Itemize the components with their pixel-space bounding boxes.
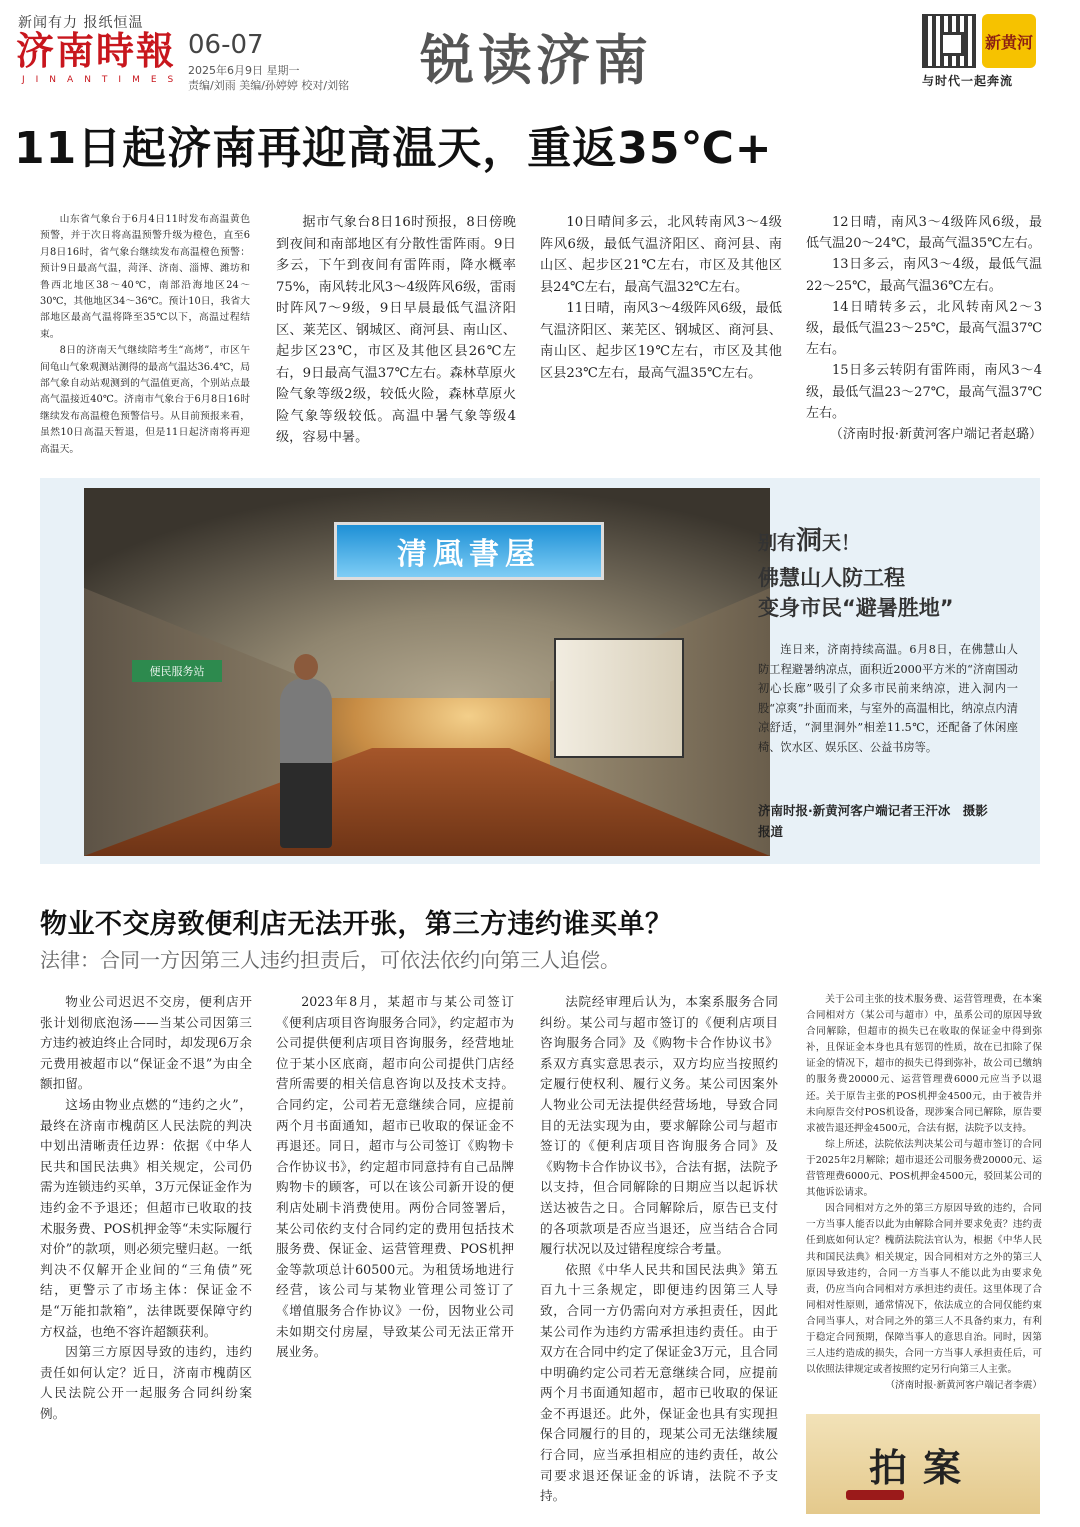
story2-paragraph: 因第三方原因导致的违约，违约责任如何认定？近日，济南市槐荫区人民法院公开一起服务合同纠纷案例。 (40, 1344, 252, 1421)
qr-code-icon (922, 14, 976, 68)
story2-paragraph: 物业公司迟迟不交房，便利店开张计划彻底泡汤——当某公司因第三方违约被迫终止合同时，却发现6万余元费用被超市以“保证金不退”为由全额扣留。 (40, 994, 252, 1092)
gavel-icon (846, 1490, 904, 1500)
case-column-stamp (806, 1414, 1040, 1514)
slogan: 新闻有力 报纸恒温 (18, 15, 144, 31)
story2-paragraph: 综上所述，法院依法判决某公司与超市签订的合同于2025年2月解除；超市退还公司服务费20000元、运营管理费6000元、POS机押金4500元，驳回某公司的其他诉讼请求。 (806, 1138, 1042, 1199)
story1-paragraph: 12日晴，南风3～4级阵风6级，最低气温20～24℃，最高气温35℃左右。 (806, 215, 1042, 252)
story2-paragraph: 关于公司主张的技术服务费、运营管理费，在本案合同相对方（某公司与超市）中，虽系公司的原因导致合同解除，但超市的损失已在收取的保证金中得到弥补，且保证金本身也具有惩罚的性质，故在已扣除了保证金的情况下，超市的损失已得到弥补，故公司已缴纳的服务费20000元、运营管理费6000元应当予以退还。关于原告主张的POS机押金4500元，由于被告并未向原告交付POS机设备，现涉案合同已解除，原告要求被告退还押金4500元，合法有据，法院予以支持。 (806, 994, 1042, 1134)
story1-column-4 (806, 212, 1042, 445)
issue-date: 2025年6月9日 星期一 (188, 64, 300, 77)
photo-title-line2: 佛慧山人防工程 (758, 566, 905, 590)
story2-subhead: 法律：合同一方因第三人违约担责后，可依法依约向第三人追偿。 (40, 948, 620, 972)
title-fragment: 天！ (822, 532, 861, 554)
story2-column-3 (540, 992, 778, 1507)
photo-caption-body (758, 640, 1018, 757)
story2-headline: 物业不交房致便利店无法开张，第三方违约谁买单？ (40, 909, 673, 940)
editors-line: 责编/刘雨 美编/孙婷婷 校对/刘铭 (188, 79, 350, 92)
story1-headline: 11日起济南再迎高温天，重返35℃+ (14, 123, 773, 174)
story1-paragraph: 15日多云转阴有雷阵雨，南风3～4级，最低气温23～27℃，最高气温37℃左右。 (806, 363, 1042, 421)
photo-byline: 济南时报·新黄河客户端记者王汗冰 摄影报道 (758, 803, 988, 839)
story1-paragraph: 据市气象台8日16时预报，8日傍晚到夜间和南部地区有分散性雷阵雨。9日多云，下午到夜间有雷阵雨，降水概率75%，南风转北风3～4级阵风6级，雷雨时阵风7～9级，9日早晨最低气温济阳区、莱芜区、钢城区、商河县、南山区、起步区23℃，市区及其他区县26℃左右，9日最高气温37℃左右。森林草原火险气象等级2级，较低火险，森林草原火险气象等级较低。高温中暑气象等级4级，容易中暑。 (276, 215, 516, 445)
app-logo: 新黄河 (982, 14, 1036, 68)
story1-column-3 (540, 212, 782, 384)
story2-column-2 (276, 992, 514, 1363)
page-number: 06-07 (188, 30, 264, 60)
story2-paragraph: 法院经审理后认为，本案系服务合同纠纷。某公司与超市签订的《便利店项目咨询服务合同》及《购物卡合作协议书》系双方真实意思表示，双方均应当按照约定履行使权利、履行义务。某公司因案外人物业公司无法提供经营场地，导致合同目的无法实现为由，要求解除公司与超市签订的《便利店项目咨询服务合同》及《购物卡合作协议书》，合法有据，法院予以支持，但合同解除的日期应当以起诉状送达被告之日。合同解除后，原告已支付的各项款项是否应当退还，应当结合合同履行状况以及过错程度综合考量。 (540, 994, 778, 1257)
story1-byline: （济南时报·新黄河客户端记者赵璐） (829, 427, 1042, 443)
newspaper-logo: 济南時報 (16, 28, 177, 73)
story1-paragraph: 13日多云，南风3～4级，最低气温22～25℃，最高气温36℃左右。 (806, 257, 1042, 294)
story2-paragraph: 因合同相对方之外的第三方原因导致的违约，合同一方当事人能否以此为由解除合同并要求免责？违约责任到底如何认定？槐荫法院法官认为，根据《中华人民共和国民法典》相关规定，因合同相对方之外的第三人原因导致违约，合同一方当事人不能以此为由要求免责，仍应当向合同相对方承担违约责任。这里体现了合同相对性原则，通常情况下，依法成立的合同仅能约束合同当事人，对合同之外的第三人不具备约束力，有利于稳定合同预期，保障当事人的意思自治。同时，因第三人违约造成的损失，合同一方当事人承担责任后，可以依照法律规定或者按照约定另行向第三人主张。 (806, 1203, 1042, 1376)
story2-byline: （济南时报·新黄河客户端记者李震） (885, 1380, 1042, 1392)
story1-paragraph: 14日晴转多云，北风转南风2～3级，最低气温23～25℃，最高气温37℃左右。 (806, 299, 1042, 358)
story1-paragraph: 8日的济南天气继续陪考生“高烤”，市区午间龟山气象观测站测得的最高气温达36.4℃，局部气象自动站观测到的气温值更高，个别站点最高气温接近40℃。济南市气象台于6月8日16时继续发布高温橙色预警信号。从目前预报来看，虽然10日高温天暂退，但是11日起济南将再迎高温天。 (40, 345, 250, 455)
photo-title-line3: 变身市民“避暑胜地” (758, 596, 954, 620)
tagline: 与时代一起奔流 (922, 74, 1014, 88)
story1-paragraph: 11日晴，南风3～4级阵风6级，最低气温济阳区、莱芜区、钢城区、商河县、南山区、起步区19℃左右，市区及其他区县23℃左右，最高气温35℃左右。 (540, 301, 782, 381)
photo-title-line1 (758, 520, 1028, 557)
title-fragment: 别有 (758, 532, 797, 554)
section-title: 锐读济南 (420, 29, 652, 92)
person-figure (280, 678, 332, 848)
service-station-sign: 便民服务站 (132, 660, 222, 682)
photo-title (758, 520, 1028, 623)
title-fragment: 洞 (796, 526, 823, 556)
story1-paragraph: 10日晴间多云，北风转南风3～4级阵风6级，最低气温济阳区、商河县、南山区、起步区21℃左右，市区及其他区县24℃左右，最高气温32℃左右。 (540, 215, 782, 295)
story2-column-1 (40, 992, 252, 1424)
page-header (0, 0, 1080, 100)
photo-caption-text: 连日来，济南持续高温。6月8日，在佛慧山人防工程避暑纳凉点，面积近2000平方米的“济南国动初心长廊”吸引了众多市民前来纳凉，进入洞内一股“凉爽”扑面而来，与室外的高温相比，纳凉点内清凉舒适，“洞里洞外”相差11.5℃，还配备了休闲座椅、饮水区、娱乐区、公益书房等。 (758, 643, 1018, 754)
story2-paragraph: 2023年8月，某超市与某公司签订《便利店项目咨询服务合同》，约定超市为公司提供便利店项目咨询服务，经营地址位于某小区底商，超市向公司提供门店经营所需要的相关信息咨询以及技术支持。合同约定，公司若无意继续合同，应提前两个月书面通知，超市已收取的保证金不再退还。同日，超市与公司签订《购物卡合作协议书》，约定超市同意持有自己品牌购物卡的顾客，可以在该公司新开设的便利店处刷卡消费使用。两份合同签署后，某公司依约支付合同约定的费用包括技术服务费、保证金、运营管理费、POS机押金等款项总计60500元。为租赁场地进行经营，该公司与某物业管理公司签订了《增值服务合作协议》一份，因物业公司未如期交付房屋，导致某公司无法正常开展业务。 (276, 994, 514, 1360)
newspaper-logo-sub: JINANTIMES (22, 75, 185, 85)
story1-column-2 (276, 212, 516, 449)
stamp-text: 拍案 (868, 1444, 977, 1490)
display-board (554, 638, 684, 758)
story2-column-4 (806, 992, 1042, 1394)
story1-column-1 (40, 212, 250, 458)
bookstore-sign: 清風書屋 (334, 522, 604, 580)
story2-paragraph: 依照《中华人民共和国民法典》第五百九十三条规定，即便违约因第三人导致，合同一方仍需向对方承担责任，因此某公司作为违约方需承担违约责任。由于双方在合同中约定了保证金3万元，且合同中明确约定公司若无意继续合同，应提前两个月书面通知超市，超市已收取的保证金不再退还。此外，保证金也具有实现担保合同履行的目的，现某公司无法继续履行合同，应当承担相应的违约责任，故公司要求退还保证金的诉请，法院不予支持。 (540, 1261, 778, 1504)
story1-paragraph: 山东省气象台于6月4日11时发布高温黄色预警，并于次日将高温预警升级为橙色，直至6月8日16时，省气象台继续发布高温橙色预警：预计9日最高气温，菏泽、济南、淄博、潍坊和鲁西北地区38～40℃，南部沿海地区24～30℃，其他地区34～36℃。预计10日，我省大部地区最高气温将降至35℃以下，高温过程结束。 (40, 214, 250, 340)
story2-paragraph: 这场由物业点燃的“违约之火”，最终在济南市槐荫区人民法院的判决中划出清晰责任边界：依据《中华人民共和国民法典》相关规定，公司仍需为连锁违约买单，3万元保证金作为违约金不予退还；但超市已收取的技术服务费、POS机押金等“未实际履行对价”的款项，则必须完璧归赵。一纸判决不仅解开企业间的“三角债”死结，更警示了市场主体：保证金不是“万能扣款箱”，法律既要保障守约方权益，也绝不容许超额获利。 (40, 1096, 252, 1339)
tunnel-photo (84, 488, 770, 856)
